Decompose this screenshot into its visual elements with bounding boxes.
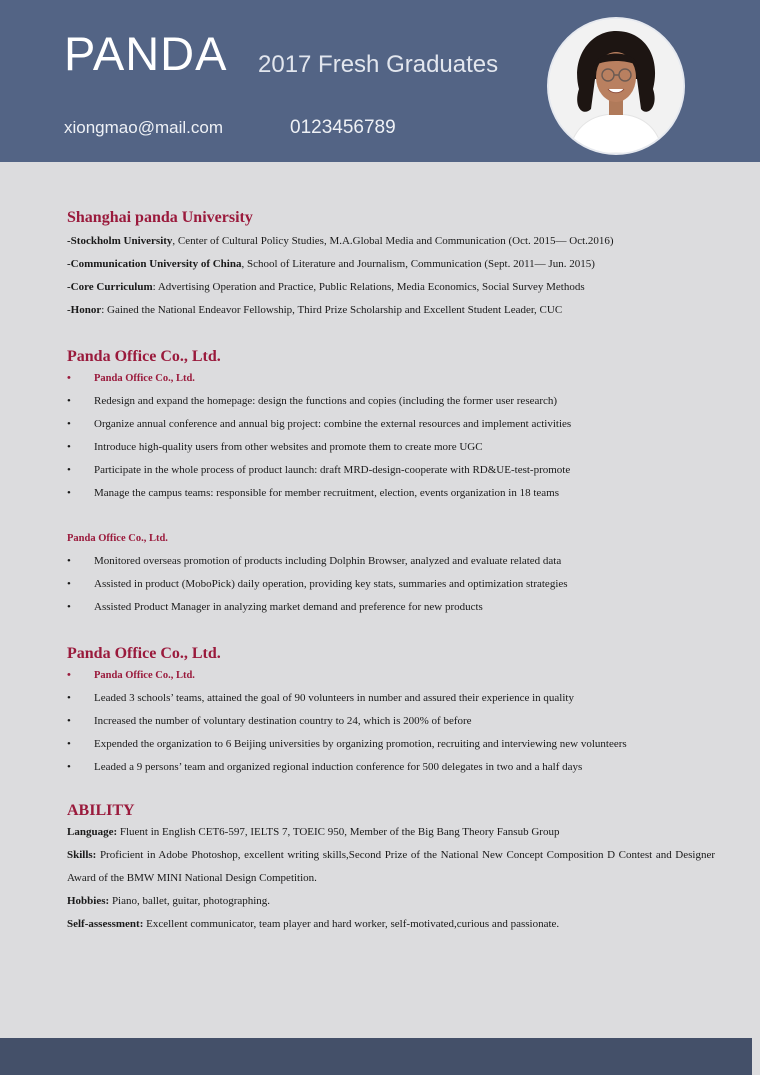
bullet-icon: • [67,395,71,407]
education-line-text: : Advertising Operation and Practice, Public Relations, Media Economics, Social Survey Methods [152,281,585,293]
ability-skills-text: Proficient in Adobe Photoshop, excellent writing skills,Second Prize of the National New Concept Composition D Contest and Designer Award of the BMW MINI National Design Competition. [67,849,715,884]
ability-self-text: Excellent communicator, team player and hard worker, self-motivated,curious and passionate. [143,918,560,930]
bullet-icon: • [67,761,71,773]
role-label: Panda Office Co., Ltd. [94,670,195,681]
education-section [67,208,715,322]
education-line-label: -Communication University of China [67,258,242,270]
ability-language-label: Language: [67,826,118,838]
experience-sub-list [67,550,715,619]
candidate-name: PANDA [64,27,228,80]
list-item [67,482,715,505]
ability-skills-label: Skills: [67,849,97,861]
ability-skills [67,844,715,890]
role-label: Panda Office Co., Ltd. [94,373,195,384]
education-line-label: -Honor [67,304,102,316]
bullet-icon: • [67,578,71,590]
bullet-icon: • [67,464,71,476]
list-item [67,436,715,459]
list-item-text: Expended the organization to 6 Beijing universities by organizing promotion, recruiting and interviewing new volunteers [94,738,627,750]
bullet-icon: • [67,715,71,727]
bullet-icon: • [67,738,71,750]
list-item [67,413,715,436]
ability-self-assessment [67,913,715,936]
bullet-icon: • [67,669,71,681]
ability-title: ABILITY [67,802,135,819]
profile-photo-illustration [549,19,683,153]
list-item [67,756,715,779]
list-item [67,390,715,413]
list-item-text: Leaded a 9 persons’ team and organized regional induction conference for 500 delegates in two and a half days [94,761,583,773]
candidate-subtitle: 2017 Fresh Graduates [258,51,499,78]
ability-hobbies [67,890,715,913]
profile-photo [549,19,683,153]
education-line-text: , School of Literature and Journalism, Communication (Sept. 2011— Jun. 2015) [241,258,595,270]
education-line [67,299,715,322]
ability-language [67,821,715,844]
bullet-icon: • [67,487,71,499]
experience-list [67,367,715,505]
ability-hobbies-label: Hobbies: [67,895,110,907]
experience-title: Panda Office Co., Ltd. [67,645,221,662]
education-title: Shanghai panda University [67,209,253,226]
list-item [67,710,715,733]
bullet-icon: • [67,372,71,384]
ability-section [67,801,715,936]
list-item [67,550,715,573]
list-item-text: Manage the campus teams: responsible for member recruitment, election, events organization in 18 teams [94,487,560,499]
experience-subtitle: Panda Office Co., Ltd. [67,533,168,544]
education-line-label: -Stockholm University [67,235,173,247]
education-line-text: : Gained the National Endeavor Fellowship, Third Prize Scholarship and Excellent Student Leader, CUC [101,304,563,316]
resume-content [67,208,715,936]
education-line [67,253,715,276]
list-item-text: Redesign and expand the homepage: design the functions and copies (including the former user research) [94,395,558,407]
list-item-text: Increased the number of voluntary destination country to 24, which is 200% of before [94,715,472,727]
list-item-text: Assisted in product (MoboPick) daily operation, providing key stats, summaries and optimization strategies [94,578,568,590]
list-item-text: Leaded 3 schools’ teams, attained the goal of 90 volunteers in number and assured their experience in quality [94,692,574,704]
experience-list [67,664,715,779]
list-item [67,733,715,756]
list-item [67,687,715,710]
list-item-text: Participate in the whole process of product launch: draft MRD-design-cooperate with RD&UE-test-promote [94,464,571,476]
ability-self-label: Self-assessment: [67,918,144,930]
education-line [67,230,715,253]
list-item-text: Introduce high-quality users from other websites and promote them to create more UGC [94,441,483,453]
ability-language-text: Fluent in English CET6-597, IELTS 7, TOEIC 950, Member of the Big Bang Theory Fansub Group [117,826,560,838]
education-line-text: , Center of Cultural Policy Studies, M.A.Global Media and Communication (Oct. 2015— Oct.2016) [172,235,614,247]
experience-title: Panda Office Co., Ltd. [67,348,221,365]
list-item [67,367,715,390]
ability-hobbies-text: Piano, ballet, guitar, photographing. [109,895,271,907]
candidate-phone: 0123456789 [290,117,396,138]
list-item [67,573,715,596]
list-item [67,664,715,687]
resume-footer-bar [0,1038,752,1075]
bullet-icon: • [67,601,71,613]
bullet-icon: • [67,441,71,453]
education-line-label: -Core Curriculum [67,281,153,293]
bullet-icon: • [67,555,71,567]
education-line [67,276,715,299]
list-item-text: Monitored overseas promotion of products including Dolphin Browser, analyzed and evaluate related data [94,555,562,567]
candidate-email: xiongmao@mail.com [64,118,223,137]
bullet-icon: • [67,418,71,430]
bullet-icon: • [67,692,71,704]
resume-header [0,0,760,162]
experience-section-2 [67,644,715,779]
list-item-text: Organize annual conference and annual big project: combine the external resources and implement activities [94,418,572,430]
experience-section-1 [67,347,715,619]
list-item-text: Assisted Product Manager in analyzing market demand and preference for new products [94,601,483,613]
list-item [67,596,715,619]
list-item [67,459,715,482]
